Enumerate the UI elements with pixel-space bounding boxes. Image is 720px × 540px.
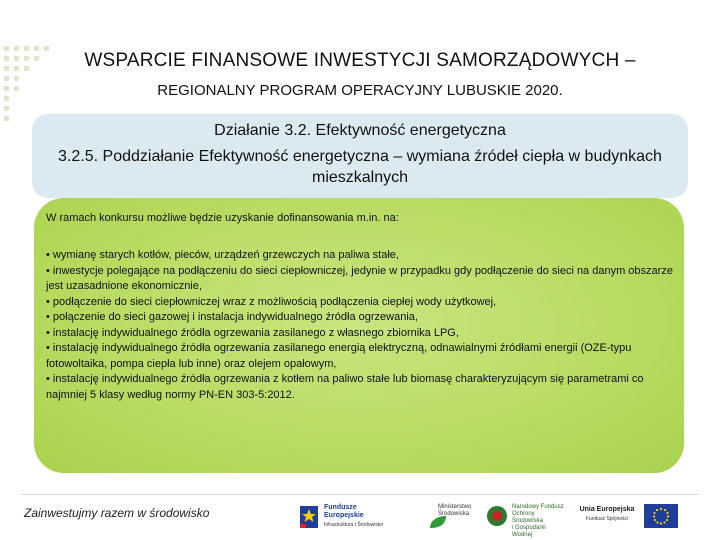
ms-line1: Ministerstwo — [438, 504, 472, 510]
eu-flag-icon — [644, 504, 678, 528]
globe-icon — [486, 505, 508, 527]
slide-subtitle: REGIONALNY PROGRAM OPERACYJNY LUBUSKIE 2020. — [157, 82, 563, 99]
fe-line2: Europejskie — [324, 512, 364, 519]
list-item: • instalację indywidualnego źródła ogrzewania zasilanego energią elektryczną, odnawialnymi źródłami energii (OZE-typu fotowoltaika, pompa ciepła lub inne) oraz olejem opałowym, — [46, 342, 632, 370]
list-item: • inwestycje polegające na podłączeniu do sieci ciepłowniczej, jedynie w przypadku gdy podłączenie do sieci na danym obszarze jest uzasadnione ekonomicznie, — [46, 264, 673, 292]
nf-line2: Ochrony Środowiska — [512, 511, 544, 524]
ministerstwo-logo — [410, 500, 470, 532]
list-item: • instalację indywidualnego źródła ogrzewania z kotłem na paliwo stałe lub biomasę charakteryzującym się parametrami co najmniej 5 klasy według normy PN-EN 303-5:2012. — [46, 373, 644, 401]
unia-europejska-logo — [572, 500, 682, 532]
ue-line2: Fundusz Spójności — [585, 516, 629, 522]
measure-header-box — [32, 114, 688, 198]
fe-line3: Infrastruktura i Środowisko — [324, 522, 384, 528]
bullet-list — [46, 248, 674, 403]
slide-title: WSPARCIE FINANSOWE INWESTYCJI SAMORZĄDOWYCH – — [84, 50, 636, 71]
nfosigw-logo — [486, 500, 566, 538]
nf-line1: Narodowy Fundusz — [512, 504, 564, 510]
list-item: • wymianę starych kotłów, pieców, urządzeń grzewczych na paliwa stałe, — [46, 249, 399, 261]
submeasure-title: 3.2.5. Poddziałanie Efektywność energetyczna – wymiana źródeł ciepła w budynkach mieszkalnych — [58, 148, 662, 186]
funding-content-box — [34, 198, 684, 473]
fe-line1: Fundusze — [324, 504, 357, 511]
fundusze-europejskie-logo — [300, 502, 390, 532]
fe-star-icon — [300, 506, 318, 528]
nf-line3: i Gospodarki Wodnej — [512, 525, 546, 538]
ue-line1: Unia Europejska — [579, 506, 635, 513]
footer-slogan: Zainwestujmy razem w środowisko — [24, 506, 210, 520]
intro-text: W ramach konkursu możliwe będzie uzyskanie dofinansowania m.in. na: — [46, 212, 399, 224]
list-item: • instalację indywidualnego źródła ogrzewania zasilanego z własnego zbiornika LPG, — [46, 326, 459, 339]
measure-title: Działanie 3.2. Efektywność energetyczna — [214, 122, 506, 139]
list-item: • podłączenie do sieci ciepłowniczej wraz z możliwością podłączenia ciepłej wody użytkowej, — [46, 295, 497, 308]
footer-divider — [20, 494, 700, 495]
ms-line2: Środowiska — [438, 511, 470, 517]
list-item: • połączenie do sieci gazowej i instalacja indywidualnego źródła ogrzewania, — [46, 311, 418, 323]
